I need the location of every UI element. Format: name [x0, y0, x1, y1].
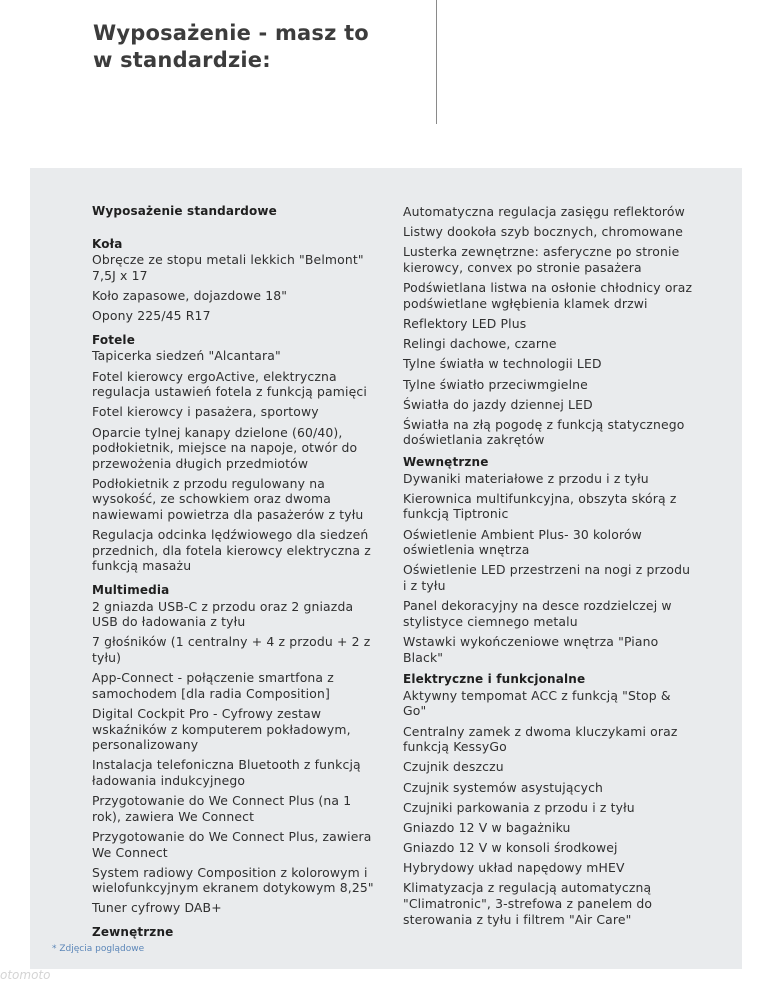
equipment-item: Dywaniki materiałowe z przodu i z tyłu: [403, 470, 649, 486]
equipment-item: Centralny zamek z dwoma kluczykami oraz funkcją KessyGo: [403, 723, 678, 755]
equipment-item: Hybrydowy układ napędowy mHEV: [403, 860, 625, 876]
equipment-panel: [30, 168, 742, 969]
equipment-item: Instalacja telefoniczna Bluetooth z funkcją ładowania indukcyjnego: [92, 757, 361, 788]
equipment-item: System radiowy Composition z kolorowym i wielofunkcyjnym ekranem dotykowym 8,25": [92, 864, 374, 896]
equipment-item: Oparcie tylnej kanapy dzielone (60/40), podłokietnik, miejsce na napoje, otwór do przewożenia długich przedmiotów: [92, 424, 358, 471]
equipment-item: Obręcze ze stopu metali lekkich "Belmont" 7,5J x 17: [92, 252, 364, 283]
equipment-item: Oświetlenie LED przestrzeni na nogi z przodu i z tyłu: [403, 562, 691, 593]
page-title-line-2: w standardzie:: [93, 48, 271, 72]
equipment-item: Gniazdo 12 V w bagażniku: [403, 819, 571, 835]
equipment-item: Lusterka zewnętrzne: asferyczne po stronie kierowcy, convex po stronie pasażera: [403, 244, 680, 275]
section-title: Zewnętrzne: [92, 925, 174, 940]
page-title-line-1: Wyposażenie - masz to: [93, 21, 369, 45]
watermark-logo: otomoto: [0, 968, 51, 982]
equipment-item: Fotel kierowcy ergoActive, elektryczna regulacja ustawień fotela z funkcją pamięci: [92, 368, 367, 400]
equipment-item: Czujnik deszczu: [403, 759, 504, 775]
equipment-item: Koło zapasowe, dojazdowe 18": [92, 287, 288, 303]
page-title: [93, 20, 393, 74]
equipment-item: Tylne światła w technologii LED: [403, 356, 602, 372]
equipment-item: Czujniki parkowania z przodu i z tyłu: [403, 799, 635, 815]
equipment-item: Podświetlana listwa na osłonie chłodnicy oraz podświetlane wgłębienia klamek drzwi: [403, 280, 693, 311]
equipment-item: Gniazdo 12 V w konsoli środkowej: [403, 840, 618, 856]
section-title: Koła: [92, 236, 123, 251]
left-column: [92, 204, 374, 941]
section-title: Wewnętrzne: [403, 455, 489, 470]
equipment-item: Czujnik systemów asystujących: [403, 779, 604, 795]
equipment-item: Tapicerka siedzeń "Alcantara": [92, 348, 281, 364]
equipment-item: Wstawki wykończeniowe wnętrza "Piano Black": [403, 633, 659, 665]
footnote: * Zdjęcia poglądowe: [52, 944, 145, 954]
vertical-divider: [436, 0, 437, 124]
right-column: [403, 204, 693, 932]
equipment-item: Regulacja odcinka lędźwiowego dla siedzeń przednich, dla fotela kierowcy elektryczna z funkcją masażu: [92, 527, 371, 574]
equipment-item: Reflektory LED Plus: [403, 315, 527, 331]
equipment-item: Digital Cockpit Pro - Cyfrowy zestaw wskaźników z komputerem pokładowym, personalizowany: [92, 705, 351, 753]
equipment-item: Kierownica multifunkcyjna, obszyta skórą z funkcją Tiptronic: [403, 490, 677, 522]
equipment-item: Automatyczna regulacja zasięgu reflektorów: [403, 204, 685, 219]
equipment-item: Klimatyzacja z regulacją automatyczną "Climatronic", 3-strefowa z panelem do sterowania z tyłu i filtrem "Air Care": [403, 880, 653, 927]
equipment-item: Aktywny tempomat ACC z funkcją "Stop & Go": [403, 687, 671, 719]
equipment-item: Tylne światło przeciwmgielne: [403, 376, 588, 392]
equipment-item: Światła do jazdy dziennej LED: [403, 396, 593, 412]
equipment-item: Relingi dachowe, czarne: [403, 336, 557, 352]
equipment-item: Fotel kierowcy i pasażera, sportowy: [92, 404, 319, 420]
equipment-item: 7 głośników (1 centralny + 4 z przodu + 2 z tyłu): [92, 634, 371, 665]
section-title: Fotele: [92, 332, 135, 347]
equipment-item: Podłokietnik z przodu regulowany na wysokość, ze schowkiem oraz dwoma nawiewami powietrza dla pasażerów z tyłu: [92, 475, 364, 523]
equipment-item: Opony 225/45 R17: [92, 308, 211, 324]
equipment-item: App-Connect - połączenie smartfona z samochodem [dla radia Composition]: [92, 670, 334, 701]
equipment-item: Przygotowanie do We Connect Plus (na 1 rok), zawiera We Connect: [92, 793, 352, 824]
section-title: Multimedia: [92, 583, 170, 598]
equipment-item: Przygotowanie do We Connect Plus, zawiera We Connect: [92, 828, 372, 860]
equipment-item: Oświetlenie Ambient Plus- 30 kolorów oświetlenia wnętrza: [403, 526, 642, 558]
section-title: Elektryczne i funkcjonalne: [403, 672, 586, 687]
equipment-item: Tuner cyfrowy DAB+: [92, 900, 222, 916]
equipment-item: Listwy dookoła szyb bocznych, chromowane: [403, 224, 683, 240]
equipment-header: Wyposażenie standardowe: [92, 204, 277, 218]
equipment-item: Światła na złą pogodę z funkcją statycznego doświetlania zakrętów: [403, 416, 685, 448]
equipment-item: 2 gniazda USB-C z przodu oraz 2 gniazda USB do ładowania z tyłu: [92, 598, 354, 630]
equipment-item: Panel dekoracyjny na desce rozdzielczej w stylistyce ciemnego metalu: [403, 598, 672, 629]
